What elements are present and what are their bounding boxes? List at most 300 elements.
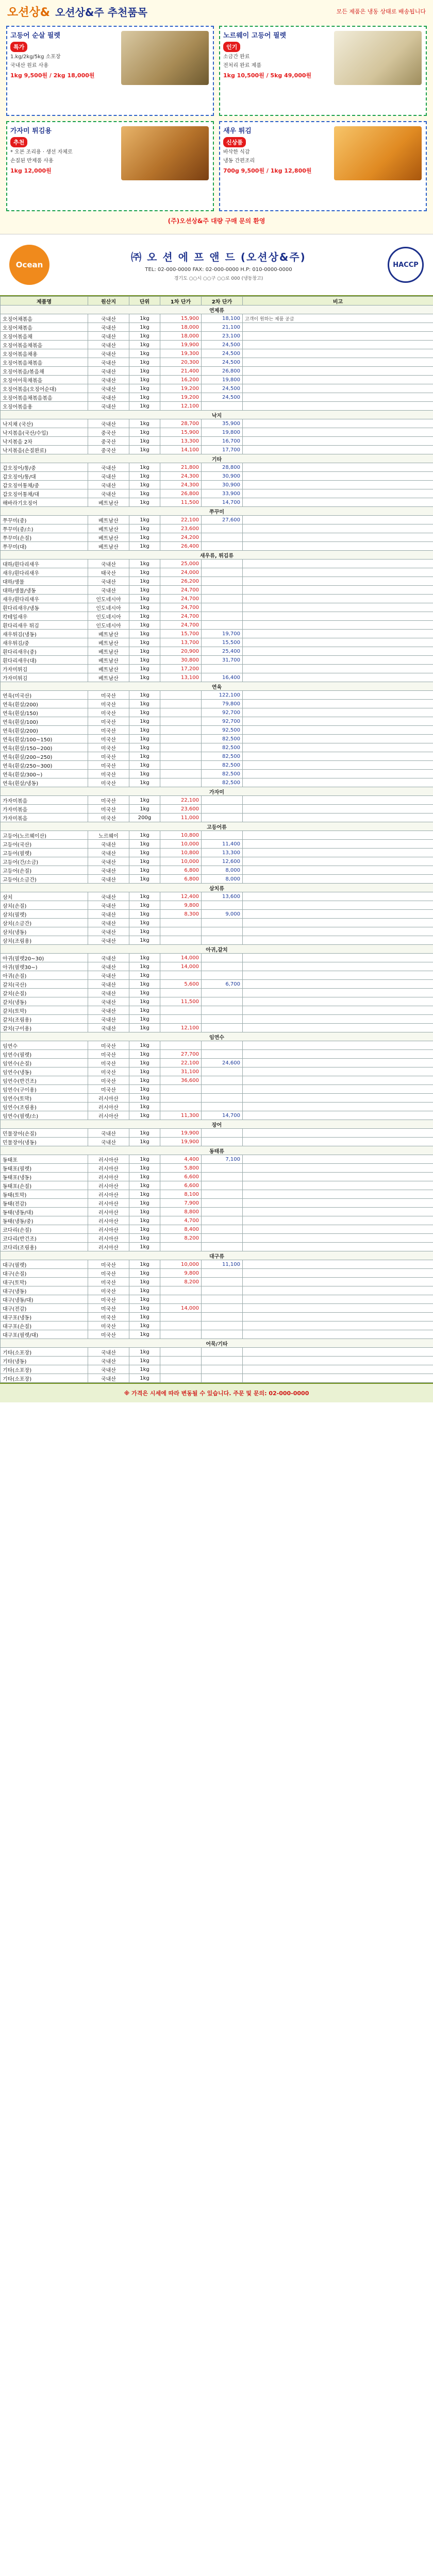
price2-cell [202, 1216, 243, 1225]
price1-cell: 24,300 [160, 481, 202, 489]
unit-cell: 1kg [129, 1260, 160, 1269]
table-row[interactable] [1, 849, 433, 857]
product-name-cell: 고등어(손질) [1, 866, 88, 875]
table-row[interactable] [1, 498, 433, 507]
table-row[interactable] [1, 892, 433, 901]
origin-cell: 국내산 [88, 463, 129, 472]
unit-cell: 1kg [129, 341, 160, 349]
price2-cell [202, 586, 243, 595]
product-name-cell: 삼치(손질) [1, 901, 88, 910]
table-row[interactable] [1, 1094, 433, 1103]
origin-cell: 국내산 [88, 314, 129, 323]
table-row[interactable] [1, 954, 433, 962]
product-name-cell: 민물장어(손질) [1, 1129, 88, 1138]
price2-cell [202, 1094, 243, 1103]
table-row[interactable] [1, 1286, 433, 1295]
table-row[interactable] [1, 384, 433, 393]
table-row[interactable] [1, 542, 433, 551]
unit-cell: 1kg [129, 665, 160, 673]
table-row[interactable] [1, 612, 433, 621]
price2-cell: 12,600 [202, 857, 243, 866]
table-row[interactable] [1, 971, 433, 980]
origin-cell: 국내산 [88, 927, 129, 936]
unit-cell: 1kg [129, 708, 160, 717]
origin-cell: 미국산 [88, 735, 129, 743]
table-row[interactable] [1, 962, 433, 971]
table-row[interactable] [1, 1208, 433, 1216]
remark-cell [243, 516, 433, 524]
table-row[interactable] [1, 367, 433, 376]
table-row[interactable] [1, 1216, 433, 1225]
table-row[interactable] [1, 314, 433, 323]
table-row[interactable] [1, 603, 433, 612]
price1-cell [160, 1286, 202, 1295]
price2-cell [202, 1041, 243, 1050]
table-row[interactable] [1, 533, 433, 542]
table-row[interactable] [1, 1260, 433, 1269]
origin-cell: 미국산 [88, 796, 129, 805]
table-row[interactable] [1, 358, 433, 367]
table-row[interactable] [1, 752, 433, 761]
remark-cell [243, 1085, 433, 1094]
origin-cell: 국내산 [88, 857, 129, 866]
section-header-row [1, 306, 433, 314]
product-name-cell: 삼치(냉동) [1, 927, 88, 936]
product-name-cell: 동태(냉동/중) [1, 1216, 88, 1225]
price1-cell: 10,800 [160, 831, 202, 840]
unit-cell: 1kg [129, 621, 160, 630]
price2-cell [202, 1085, 243, 1094]
table-row[interactable] [1, 1173, 433, 1181]
price2-cell [202, 1304, 243, 1313]
price1-cell [160, 1313, 202, 1321]
section-title: 아귀,갈치 [1, 945, 433, 954]
table-row[interactable] [1, 919, 433, 927]
section-title: 가자미 [1, 787, 433, 796]
table-row[interactable] [1, 586, 433, 595]
price2-cell [202, 1006, 243, 1015]
table-row[interactable] [1, 1304, 433, 1313]
table-row[interactable] [1, 560, 433, 568]
promo-card[interactable] [6, 26, 214, 116]
price1-cell: 12,400 [160, 892, 202, 901]
price1-cell: 12,100 [160, 1024, 202, 1032]
remark-cell [243, 1129, 433, 1138]
price1-cell: 6,800 [160, 866, 202, 875]
product-name-cell: 쭈꾸미(중) [1, 516, 88, 524]
table-row[interactable] [1, 866, 433, 875]
price2-cell: 26,800 [202, 367, 243, 376]
section-header-row [1, 1251, 433, 1260]
remark-cell [243, 1181, 433, 1190]
promo-banner [0, 0, 433, 234]
product-name-cell: 연육(흰살/200~250) [1, 752, 88, 761]
table-row[interactable] [1, 1155, 433, 1164]
table-row[interactable] [1, 323, 433, 332]
price1-cell: 8,300 [160, 910, 202, 919]
table-row[interactable] [1, 577, 433, 586]
price2-cell: 92,700 [202, 708, 243, 717]
table-row[interactable] [1, 402, 433, 411]
origin-cell: 국내산 [88, 341, 129, 349]
remark-cell [243, 1278, 433, 1286]
table-row[interactable] [1, 1181, 433, 1190]
remark-cell [243, 1067, 433, 1076]
price2-cell [202, 927, 243, 936]
origin-cell: 미국산 [88, 814, 129, 822]
origin-cell: 미국산 [88, 1269, 129, 1278]
table-row[interactable] [1, 761, 433, 770]
price2-cell: 82,500 [202, 770, 243, 778]
table-row[interactable] [1, 1015, 433, 1024]
price2-cell: 11,100 [202, 1260, 243, 1269]
table-row[interactable] [1, 796, 433, 805]
table-row[interactable] [1, 1234, 433, 1243]
table-row[interactable] [1, 524, 433, 533]
origin-cell: 미국산 [88, 1304, 129, 1313]
origin-cell: 러시아산 [88, 1216, 129, 1225]
price2-cell: 14,700 [202, 1111, 243, 1120]
promo-card[interactable] [219, 121, 427, 211]
remark-cell [243, 1321, 433, 1330]
unit-cell: 1kg [129, 1374, 160, 1383]
table-row[interactable] [1, 927, 433, 936]
origin-cell: 미국산 [88, 743, 129, 752]
remark-cell [243, 1173, 433, 1181]
product-name-cell: 쭈꾸미(손질) [1, 533, 88, 542]
unit-cell: 1kg [129, 989, 160, 997]
table-row[interactable] [1, 700, 433, 708]
table-row[interactable] [1, 1199, 433, 1208]
price1-cell [160, 778, 202, 787]
unit-cell: 1kg [129, 638, 160, 647]
price2-cell: 19,800 [202, 376, 243, 384]
table-row[interactable] [1, 726, 433, 735]
price1-cell: 24,700 [160, 612, 202, 621]
origin-cell: 국내산 [88, 901, 129, 910]
table-row[interactable] [1, 717, 433, 726]
product-name-cell: 칵테일새우 [1, 612, 88, 621]
product-name-cell: 동태포(손질) [1, 1181, 88, 1190]
table-row[interactable] [1, 1067, 433, 1076]
product-name-cell: 임연수 [1, 1041, 88, 1050]
product-name-cell: 기타(냉동) [1, 1357, 88, 1365]
price1-cell: 8,400 [160, 1225, 202, 1234]
section-header-row [1, 682, 433, 691]
price1-cell: 21,400 [160, 367, 202, 376]
unit-cell: 1kg [129, 980, 160, 989]
price2-cell [202, 997, 243, 1006]
price2-cell: 6,700 [202, 980, 243, 989]
price2-cell [202, 1164, 243, 1173]
table-row[interactable] [1, 1190, 433, 1199]
product-name-cell: 오징어볶음(오징어순대) [1, 384, 88, 393]
remark-cell [243, 568, 433, 577]
price2-cell [202, 1181, 243, 1190]
price2-cell [202, 1103, 243, 1111]
table-row[interactable] [1, 1129, 433, 1138]
remark-cell [243, 1111, 433, 1120]
remark-cell [243, 866, 433, 875]
product-name-cell: 오징어채볶음 [1, 323, 88, 332]
remark-cell [243, 1138, 433, 1146]
promo-card-name: 노르웨이 고등어 필렛 [223, 32, 287, 40]
promo-card[interactable] [219, 26, 427, 116]
promo-card-name: 새우 튀김 [223, 127, 252, 135]
unit-cell: 1kg [129, 901, 160, 910]
company-header [0, 234, 433, 296]
unit-cell: 1kg [129, 367, 160, 376]
price2-cell [202, 936, 243, 945]
table-row[interactable] [1, 1024, 433, 1032]
price1-cell [160, 1348, 202, 1357]
remark-cell [243, 1357, 433, 1365]
table-row[interactable] [1, 743, 433, 752]
product-name-cell: 새우튀김(냉동) [1, 630, 88, 638]
product-name-cell: 흰다리새우(대) [1, 656, 88, 665]
unit-cell: 1kg [129, 717, 160, 726]
price1-cell: 19,200 [160, 384, 202, 393]
table-row[interactable] [1, 1243, 433, 1251]
price2-cell: 15,500 [202, 638, 243, 647]
table-row[interactable] [1, 1006, 433, 1015]
price1-cell: 12,100 [160, 402, 202, 411]
unit-cell: 1kg [129, 849, 160, 857]
table-row[interactable] [1, 419, 433, 428]
table-row[interactable] [1, 665, 433, 673]
promo-card-price: 1kg 9,500원 / 2kg 18,000원 [10, 72, 95, 79]
remark-cell [243, 989, 433, 997]
promo-card-price: 700g 9,500원 / 1kg 12,800원 [223, 167, 312, 174]
origin-cell: 국내산 [88, 1006, 129, 1015]
table-row[interactable] [1, 708, 433, 717]
remark-cell [243, 481, 433, 489]
price2-cell [202, 1269, 243, 1278]
remark-cell [243, 892, 433, 901]
origin-cell: 국내산 [88, 577, 129, 586]
table-row[interactable] [1, 831, 433, 840]
remark-cell [243, 770, 433, 778]
origin-cell: 인도네시아 [88, 603, 129, 612]
price1-cell: 10,000 [160, 840, 202, 849]
price1-cell: 5,600 [160, 980, 202, 989]
table-row[interactable] [1, 428, 433, 437]
unit-cell: 1kg [129, 1321, 160, 1330]
table-row[interactable] [1, 1085, 433, 1094]
table-row[interactable] [1, 489, 433, 498]
origin-cell: 베트남산 [88, 498, 129, 507]
table-row[interactable] [1, 814, 433, 822]
table-row[interactable] [1, 630, 433, 638]
table-row[interactable] [1, 516, 433, 524]
table-row[interactable] [1, 1313, 433, 1321]
table-row[interactable] [1, 770, 433, 778]
remark-cell [243, 1094, 433, 1103]
promo-subtitle: 모든 제품은 냉동 상태로 배송됩니다 [336, 8, 426, 15]
remark-cell [243, 849, 433, 857]
table-row[interactable] [1, 1321, 433, 1330]
table-row[interactable] [1, 1269, 433, 1278]
table-row[interactable] [1, 349, 433, 358]
table-row[interactable] [1, 901, 433, 910]
origin-cell: 베트남산 [88, 656, 129, 665]
table-row[interactable] [1, 997, 433, 1006]
table-row[interactable] [1, 376, 433, 384]
table-row[interactable] [1, 1111, 433, 1120]
promo-card[interactable] [6, 121, 214, 211]
price1-cell: 4,400 [160, 1155, 202, 1164]
price2-cell [202, 402, 243, 411]
table-row[interactable] [1, 437, 433, 446]
unit-cell: 1kg [129, 761, 160, 770]
unit-cell: 1kg [129, 778, 160, 787]
remark-cell [243, 332, 433, 341]
unit-cell: 1kg [129, 516, 160, 524]
section-header-row [1, 945, 433, 954]
company-contact: TEL: 02-000-0000 FAX: 02-000-0000 H.P: 010-0000-0000 [145, 266, 292, 273]
origin-cell: 러시아산 [88, 1208, 129, 1216]
table-row[interactable] [1, 840, 433, 849]
origin-cell: 미국산 [88, 1260, 129, 1269]
unit-cell: 1kg [129, 805, 160, 814]
table-row[interactable] [1, 1076, 433, 1085]
table-row[interactable] [1, 1138, 433, 1146]
price1-cell: 6,600 [160, 1173, 202, 1181]
product-name-cell: 오징어볶음채볶음 [1, 341, 88, 349]
origin-cell: 인도네시아 [88, 621, 129, 630]
unit-cell: 1kg [129, 314, 160, 323]
table-row[interactable] [1, 621, 433, 630]
table-row[interactable] [1, 393, 433, 402]
price1-cell [160, 1094, 202, 1103]
origin-cell: 국내산 [88, 936, 129, 945]
remark-cell [243, 367, 433, 376]
product-name-cell: 동태(전감) [1, 1199, 88, 1208]
price1-cell: 14,000 [160, 962, 202, 971]
table-row[interactable] [1, 805, 433, 814]
remark-cell [243, 910, 433, 919]
product-name-cell: 쭈꾸미(중/소) [1, 524, 88, 533]
price2-cell [202, 595, 243, 603]
table-row[interactable] [1, 463, 433, 472]
table-row[interactable] [1, 1225, 433, 1234]
table-row[interactable] [1, 341, 433, 349]
price2-cell [202, 1024, 243, 1032]
table-row[interactable] [1, 472, 433, 481]
price2-cell: 23,100 [202, 332, 243, 341]
table-row[interactable] [1, 481, 433, 489]
unit-cell: 1kg [129, 1269, 160, 1278]
unit-cell: 1kg [129, 997, 160, 1006]
section-header-row [1, 1146, 433, 1155]
table-row[interactable] [1, 1278, 433, 1286]
promo-card-line: 전처리 완료 제품 [223, 62, 261, 69]
table-row[interactable] [1, 1103, 433, 1111]
table-row[interactable] [1, 568, 433, 577]
table-row[interactable] [1, 1330, 433, 1339]
table-row[interactable] [1, 936, 433, 945]
unit-cell: 1kg [129, 1041, 160, 1050]
origin-cell: 국내산 [88, 367, 129, 376]
remark-cell [243, 857, 433, 866]
price2-cell: 11,400 [202, 840, 243, 849]
table-row[interactable] [1, 595, 433, 603]
unit-cell: 1kg [129, 1138, 160, 1146]
unit-cell: 1kg [129, 560, 160, 568]
table-row[interactable] [1, 1374, 433, 1383]
origin-cell: 중국산 [88, 446, 129, 454]
price1-cell [160, 1015, 202, 1024]
price1-cell: 14,100 [160, 446, 202, 454]
product-name-cell: 동태(냉동/대) [1, 1208, 88, 1216]
promo-title: 오션상&주 추천품목 [55, 6, 147, 19]
table-row[interactable] [1, 1041, 433, 1050]
product-name-cell: 임연수(냉동) [1, 1067, 88, 1076]
remark-cell [243, 524, 433, 533]
unit-cell: 1kg [129, 1050, 160, 1059]
col-header: 비고 [243, 297, 433, 306]
price1-cell [160, 1006, 202, 1015]
price2-cell [202, 533, 243, 542]
origin-cell: 국내산 [88, 962, 129, 971]
remark-cell [243, 901, 433, 910]
table-row[interactable] [1, 875, 433, 884]
price2-cell: 79,800 [202, 700, 243, 708]
remark-cell [243, 428, 433, 437]
table-row[interactable] [1, 735, 433, 743]
table-row[interactable] [1, 857, 433, 866]
table-row[interactable] [1, 1357, 433, 1365]
price2-cell [202, 954, 243, 962]
unit-cell: 1kg [129, 1129, 160, 1138]
origin-cell: 미국산 [88, 778, 129, 787]
unit-cell: 1kg [129, 1015, 160, 1024]
table-row[interactable] [1, 638, 433, 647]
origin-cell: 미국산 [88, 1050, 129, 1059]
price1-cell [160, 752, 202, 761]
unit-cell: 1kg [129, 358, 160, 367]
price1-cell: 8,800 [160, 1208, 202, 1216]
unit-cell: 1kg [129, 673, 160, 682]
price2-cell: 82,500 [202, 778, 243, 787]
table-row[interactable] [1, 673, 433, 682]
table-row[interactable] [1, 1365, 433, 1374]
table-row[interactable] [1, 1348, 433, 1357]
table-row[interactable] [1, 656, 433, 665]
price2-cell [202, 1374, 243, 1383]
product-name-cell: 연육(흰살/냉동) [1, 778, 88, 787]
origin-cell: 베트남산 [88, 647, 129, 656]
table-row[interactable] [1, 647, 433, 656]
price2-cell: 8,000 [202, 875, 243, 884]
table-row[interactable] [1, 1164, 433, 1173]
table-row[interactable] [1, 691, 433, 700]
table-row[interactable] [1, 1295, 433, 1304]
table-row[interactable] [1, 446, 433, 454]
table-row[interactable] [1, 332, 433, 341]
remark-cell [243, 752, 433, 761]
table-row[interactable] [1, 1050, 433, 1059]
table-row[interactable] [1, 1059, 433, 1067]
remark-cell [243, 323, 433, 332]
price2-cell [202, 1357, 243, 1365]
table-row[interactable] [1, 778, 433, 787]
table-row[interactable] [1, 910, 433, 919]
section-header-row [1, 822, 433, 831]
product-name-cell: 삼치(조림용) [1, 936, 88, 945]
table-row[interactable] [1, 989, 433, 997]
table-row[interactable] [1, 980, 433, 989]
